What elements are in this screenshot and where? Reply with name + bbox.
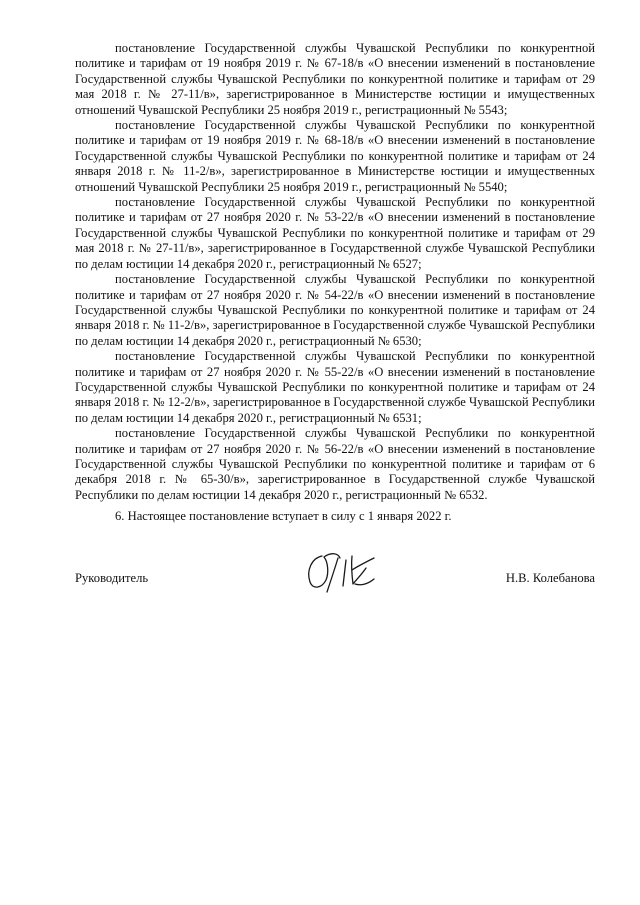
handwritten-signature-icon [300,546,390,596]
paragraph-resolution-67-18: постановление Государственной службы Чувашской Республики по конкурентной политике и тарифам от 19 ноября 2019 г. № 67-18/в «О внесении изменений в постановление Государственной службы Чувашской Республики по конкурентной политике и тарифам от 29 мая 2018 г. № 27-11/в», зарегистрированное в Министерстве юстиции и имущественных отношений Чувашской Республики 25 ноября 2019 г., регистрационный № 5543; [75,41,595,117]
signature-block [75,568,595,598]
signatory-name: Н.В. Колебанова [505,571,595,585]
paragraph-resolution-68-18: постановление Государственной службы Чувашской Республики по конкурентной политике и тарифам от 19 ноября 2019 г. № 68-18/в «О внесении изменений в постановление Государственной службы Чувашской Республики по конкурентной политике и тарифам от 24 января 2018 г. № 11-2/в», зарегистрированное в Министерстве юстиции и имущественных отношений Чувашской Республики 25 ноября 2019 г., регистрационный № 5540; [75,118,595,194]
paragraph-resolution-53-22: постановление Государственной службы Чувашской Республики по конкурентной политике и тарифам от 27 ноября 2020 г. № 53-22/в «О внесении изменений в постановление Государственной службы Чувашской Республики по конкурентной политике и тарифам от 29 мая 2018 г. № 27-11/в», зарегистрированное в Государственной службе Чувашской Республики по делам юстиции 14 декабря 2020 г., регистрационный № 6527; [75,195,595,271]
document-body [75,41,595,525]
paragraph-resolution-56-22: постановление Государственной службы Чувашской Республики по конкурентной политике и тарифам от 27 ноября 2020 г. № 56-22/в «О внесении изменений в постановление Государственной службы Чувашской Республики по конкурентной политике и тарифам от 6 декабря 2018 г. № 65-30/в», зарегистрированное в Государственной службе Чувашской Республики по делам юстиции 14 декабря 2020 г., регистрационный № 6532. [75,426,595,502]
paragraph-resolution-54-22: постановление Государственной службы Чувашской Республики по конкурентной политике и тарифам от 27 ноября 2020 г. № 54-22/в «О внесении изменений в постановление Государственной службы Чувашской Республики по конкурентной политике и тарифам от 24 января 2018 г. № 11-2/в», зарегистрированное в Государственной службе Чувашской Республики по делам юстиции 14 декабря 2020 г., регистрационный № 6530; [75,272,595,348]
signatory-title: Руководитель [75,571,149,585]
paragraph-effective-date: 6. Настоящее постановление вступает в силу с 1 января 2022 г. [115,509,452,524]
paragraph-resolution-55-22: постановление Государственной службы Чувашской Республики по конкурентной политике и тарифам от 27 ноября 2020 г. № 55-22/в «О внесении изменений в постановление Государственной службы Чувашской Республики по конкурентной политике и тарифам от 24 января 2018 г. № 12-2/в», зарегистрированное в Государственной службе Чувашской Республики по делам юстиции 14 декабря 2020 г., регистрационный № 6531; [75,349,595,425]
